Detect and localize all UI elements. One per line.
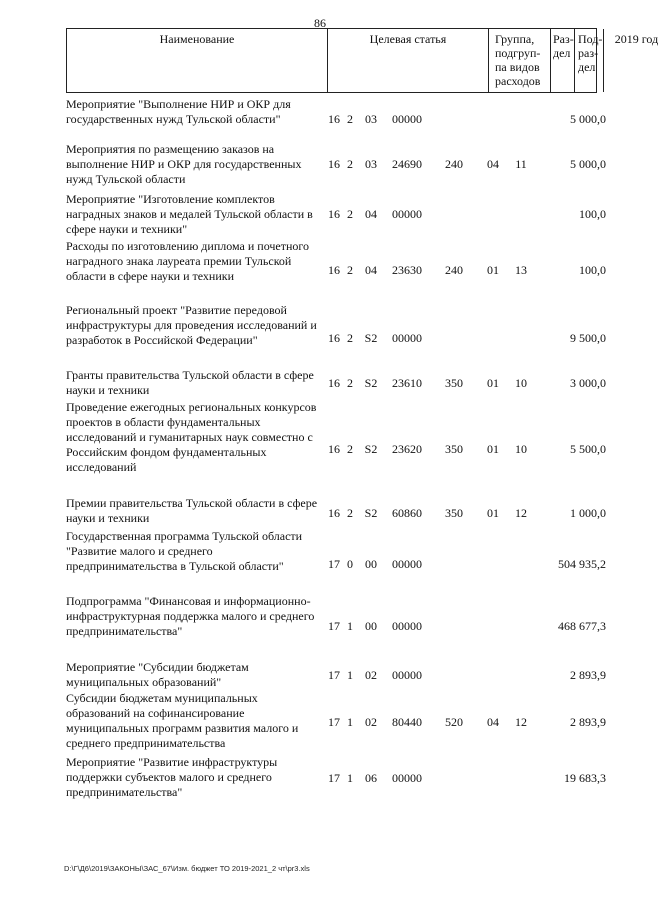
- subsection: 10: [515, 376, 527, 390]
- row-name: Мероприятие "Изготовление комплектов наградных знаков и медалей Тульской области в сфере науки и техники": [66, 192, 313, 236]
- code-event: 02: [365, 715, 377, 729]
- code-program: 17: [328, 557, 340, 571]
- code-subprogram: 1: [347, 668, 353, 682]
- code-program: 17: [328, 668, 340, 682]
- code-subprogram: 1: [347, 715, 353, 729]
- code-event: 00: [365, 619, 377, 633]
- header-name: Наименование: [159, 32, 235, 46]
- code-event: 04: [365, 207, 377, 221]
- code-event: S2: [364, 442, 378, 456]
- header-section: Раз- дел: [550, 29, 574, 92]
- row-name: Подпрограмма "Финансовая и информационно-инфраструктурная поддержка малого и среднего предпринимательства": [66, 594, 315, 638]
- code-event: 00: [365, 557, 377, 571]
- expense-group: 520: [445, 715, 463, 729]
- subsection: 11: [515, 157, 527, 171]
- code-direction: 60860: [392, 506, 422, 520]
- row-name: Гранты правительства Тульской области в сфере науки и техники: [66, 368, 314, 397]
- header-year: 2019 год: [603, 29, 669, 92]
- header-subsection: Под- раз- дел: [574, 29, 603, 92]
- code-event: 06: [365, 771, 377, 785]
- amount-2019: 100,0: [579, 207, 606, 221]
- row-name: Региональный проект "Развитие передовой инфраструктуры для проведения исследований и разработок в Российской Федерации": [66, 303, 317, 347]
- code-subprogram: 2: [347, 506, 353, 520]
- expense-group: 350: [445, 376, 463, 390]
- code-program: 16: [328, 376, 340, 390]
- code-event: 04: [365, 263, 377, 277]
- subsection: 12: [515, 506, 527, 520]
- row-name: Мероприятие "Субсидии бюджетам муниципальных образований": [66, 660, 249, 689]
- code-program: 16: [328, 331, 340, 345]
- file-path-footer: D:\Г\Д6\2019\ЗАКОНЫ\ЗАС_67\Изм. бюджет ТО 2019-2021_2 чт\pr3.xls: [64, 864, 310, 873]
- subsection: 10: [515, 442, 527, 456]
- code-program: 17: [328, 771, 340, 785]
- amount-2019: 5 000,0: [570, 157, 606, 171]
- row-name: Мероприятие "Выполнение НИР и ОКР для государственных нужд Тульской области": [66, 97, 291, 126]
- amount-2019: 504 935,2: [558, 557, 606, 571]
- amount-2019: 2 893,9: [570, 715, 606, 729]
- expense-group: 350: [445, 442, 463, 456]
- code-direction: 00000: [392, 557, 422, 571]
- amount-2019: 100,0: [579, 263, 606, 277]
- section: 01: [487, 263, 499, 277]
- amount-2019: 1 000,0: [570, 506, 606, 520]
- expense-group: 350: [445, 506, 463, 520]
- code-subprogram: 2: [347, 263, 353, 277]
- code-program: 16: [328, 157, 340, 171]
- amount-2019: 5 000,0: [570, 112, 606, 126]
- code-program: 16: [328, 442, 340, 456]
- code-program: 16: [328, 506, 340, 520]
- code-program: 16: [328, 207, 340, 221]
- code-subprogram: 1: [347, 771, 353, 785]
- section: 04: [487, 157, 499, 171]
- table-header: [66, 28, 659, 93]
- expense-group: 240: [445, 263, 463, 277]
- code-subprogram: 1: [347, 619, 353, 633]
- code-direction: 00000: [392, 331, 422, 345]
- code-event: 03: [365, 157, 377, 171]
- code-subprogram: 2: [347, 157, 353, 171]
- section: 04: [487, 715, 499, 729]
- row-name: Проведение ежегодных региональных конкурсов проектов в области фундаментальных исследований и гуманитарных наук совместно с Российским фондом фундаментальных исследований: [66, 400, 317, 474]
- row-name: Мероприятие "Развитие инфраструктуры поддержки субъектов малого и среднего предпринимательства": [66, 755, 278, 799]
- row-name: Расходы по изготовлению диплома и почетного наградного знака лауреата премии Тульской области в сфере науки и техники: [66, 239, 310, 283]
- code-subprogram: 2: [347, 112, 353, 126]
- code-program: 16: [328, 112, 340, 126]
- code-program: 16: [328, 263, 340, 277]
- code-subprogram: 2: [347, 331, 353, 345]
- code-direction: 23610: [392, 376, 422, 390]
- amount-2019: 19 683,3: [564, 771, 606, 785]
- code-direction: 23630: [392, 263, 422, 277]
- header-target-article: Целевая статья: [327, 29, 488, 92]
- code-subprogram: 2: [347, 442, 353, 456]
- row-name: Государственная программа Тульской области "Развитие малого и среднего предпринимательства в Тульской области": [66, 529, 303, 573]
- code-event: 02: [365, 668, 377, 682]
- amount-2019: 2 893,9: [570, 668, 606, 682]
- row-name: Субсидии бюджетам муниципальных образований на софинансирование муниципальных программ развития малого и среднего предпринимательства: [66, 691, 299, 750]
- code-direction: 00000: [392, 207, 422, 221]
- code-direction: 00000: [392, 619, 422, 633]
- header-expense-group: Группа, подгруп- па видов расходов: [488, 29, 550, 92]
- code-direction: 24690: [392, 157, 422, 171]
- row-name: Премии правительства Тульской области в сфере науки и техники: [66, 496, 318, 525]
- section: 01: [487, 506, 499, 520]
- amount-2019: 468 677,3: [558, 619, 606, 633]
- code-event: 03: [365, 112, 377, 126]
- code-direction: 80440: [392, 715, 422, 729]
- amount-2019: 3 000,0: [570, 376, 606, 390]
- code-direction: 00000: [392, 771, 422, 785]
- amount-2019: 5 500,0: [570, 442, 606, 456]
- amount-2019: 9 500,0: [570, 331, 606, 345]
- subsection: 12: [515, 715, 527, 729]
- code-event: S2: [364, 506, 378, 520]
- code-event: S2: [364, 331, 378, 345]
- section: 01: [487, 442, 499, 456]
- section: 01: [487, 376, 499, 390]
- code-program: 17: [328, 715, 340, 729]
- expense-group: 240: [445, 157, 463, 171]
- code-subprogram: 2: [347, 376, 353, 390]
- code-program: 17: [328, 619, 340, 633]
- code-event: S2: [364, 376, 378, 390]
- row-name: Мероприятия по размещению заказов на выполнение НИР и ОКР для государственных нужд Тульской области: [66, 142, 302, 186]
- code-direction: 23620: [392, 442, 422, 456]
- page-number: 86: [314, 16, 326, 30]
- code-direction: 00000: [392, 668, 422, 682]
- subsection: 13: [515, 263, 527, 277]
- code-subprogram: 0: [347, 557, 353, 571]
- code-subprogram: 2: [347, 207, 353, 221]
- code-direction: 00000: [392, 112, 422, 126]
